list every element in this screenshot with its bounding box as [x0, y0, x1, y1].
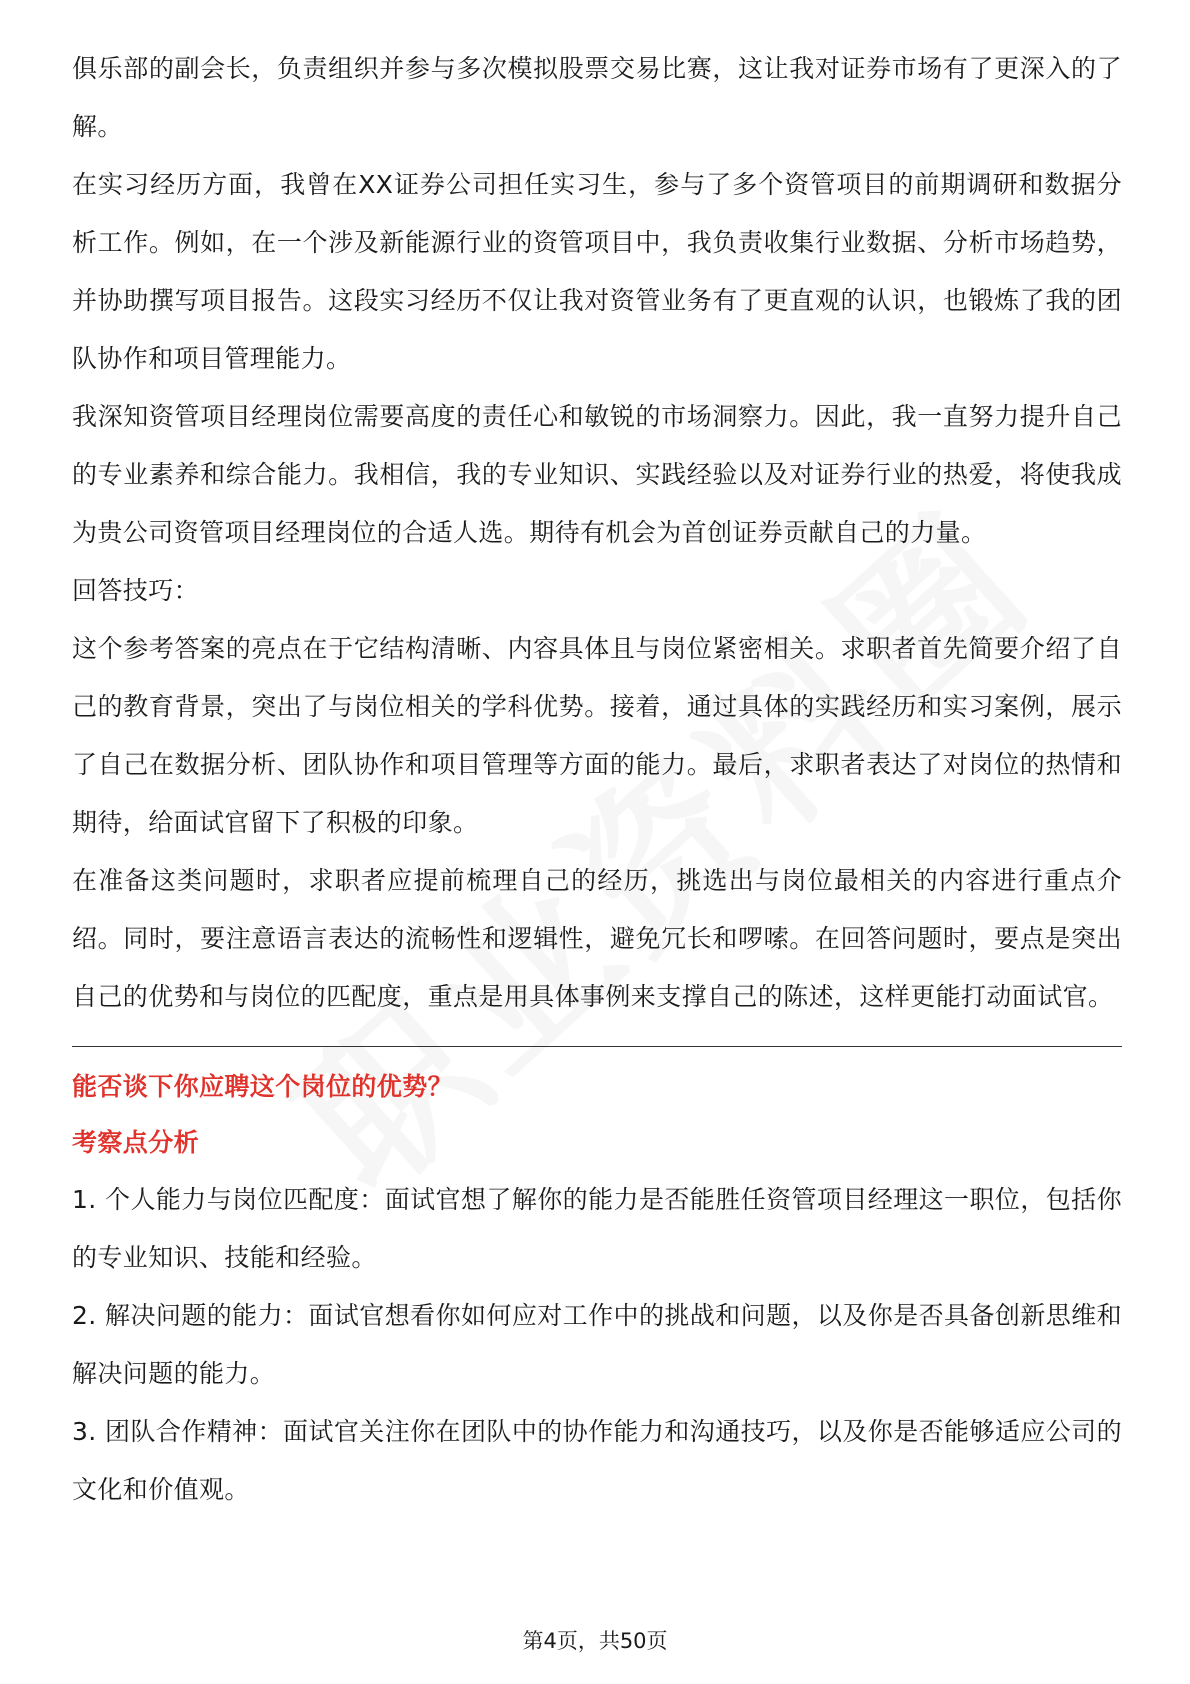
question-title: 能否谈下你应聘这个岗位的优势？: [72, 1072, 454, 1101]
analysis-point: 2. 解决问题的能力：面试官想看你如何应对工作中的挑战和问题，以及你是否具备创新思维和解决问题的能力。: [72, 1301, 1122, 1388]
internship-paragraph: 在实习经历方面，我曾在XX证券公司担任实习生，参与了多个资管项目的前期调研和数据分析工作。例如，在一个涉及新能源行业的资管项目中，我负责收集行业数据、分析市场趋势，并协助撰写项目报告。这段实习经历不仅让我对资管业务有了更直观的认识，也锻炼了我的团队协作和项目管理能力。: [72, 170, 1122, 373]
tips-paragraph-1: 这个参考答案的亮点在于它结构清晰、内容具体且与岗位紧密相关。求职者首先简要介绍了自己的教育背景，突出了与岗位相关的学科优势。接着，通过具体的实践经历和实习案例，展示了自己在数据分析、团队协作和项目管理等方面的能力。最后，求职者表达了对岗位的热情和期待，给面试官留下了积极的印象。: [72, 634, 1122, 837]
closing-paragraph: 我深知资管项目经理岗位需要高度的责任心和敏锐的市场洞察力。因此，我一直努力提升自己的专业素养和综合能力。我相信，我的专业知识、实践经验以及对证券行业的热爱，将使我成为贵公司资管项目经理岗位的合适人选。期待有机会为首创证券贡献自己的力量。: [72, 402, 1122, 547]
page-number: 第4页，共50页: [522, 1629, 668, 1653]
analysis-point: 1. 个人能力与岗位匹配度：面试官想了解你的能力是否能胜任资管项目经理这一职位，包括你的专业知识、技能和经验。: [72, 1185, 1122, 1272]
document-page: [72, 40, 1122, 1519]
section-divider: [72, 1046, 1122, 1047]
continuation-paragraph: 俱乐部的副会长，负责组织并参与多次模拟股票交易比赛，这让我对证券市场有了更深入的了解。: [72, 54, 1122, 141]
tips-label: 回答技巧：: [72, 576, 200, 605]
analysis-point: 3. 团队合作精神：面试官关注你在团队中的协作能力和沟通技巧，以及你是否能够适应公司的文化和价值观。: [72, 1417, 1122, 1504]
tips-paragraph-2: 在准备这类问题时，求职者应提前梳理自己的经历，挑选出与岗位最相关的内容进行重点介绍。同时，要注意语言表达的流畅性和逻辑性，避免冗长和啰嗦。在回答问题时，要点是突出自己的优势和与岗位的匹配度，重点是用具体事例来支撑自己的陈述，这样更能打动面试官。: [72, 866, 1122, 1011]
analysis-title: 考察点分析: [72, 1128, 200, 1157]
